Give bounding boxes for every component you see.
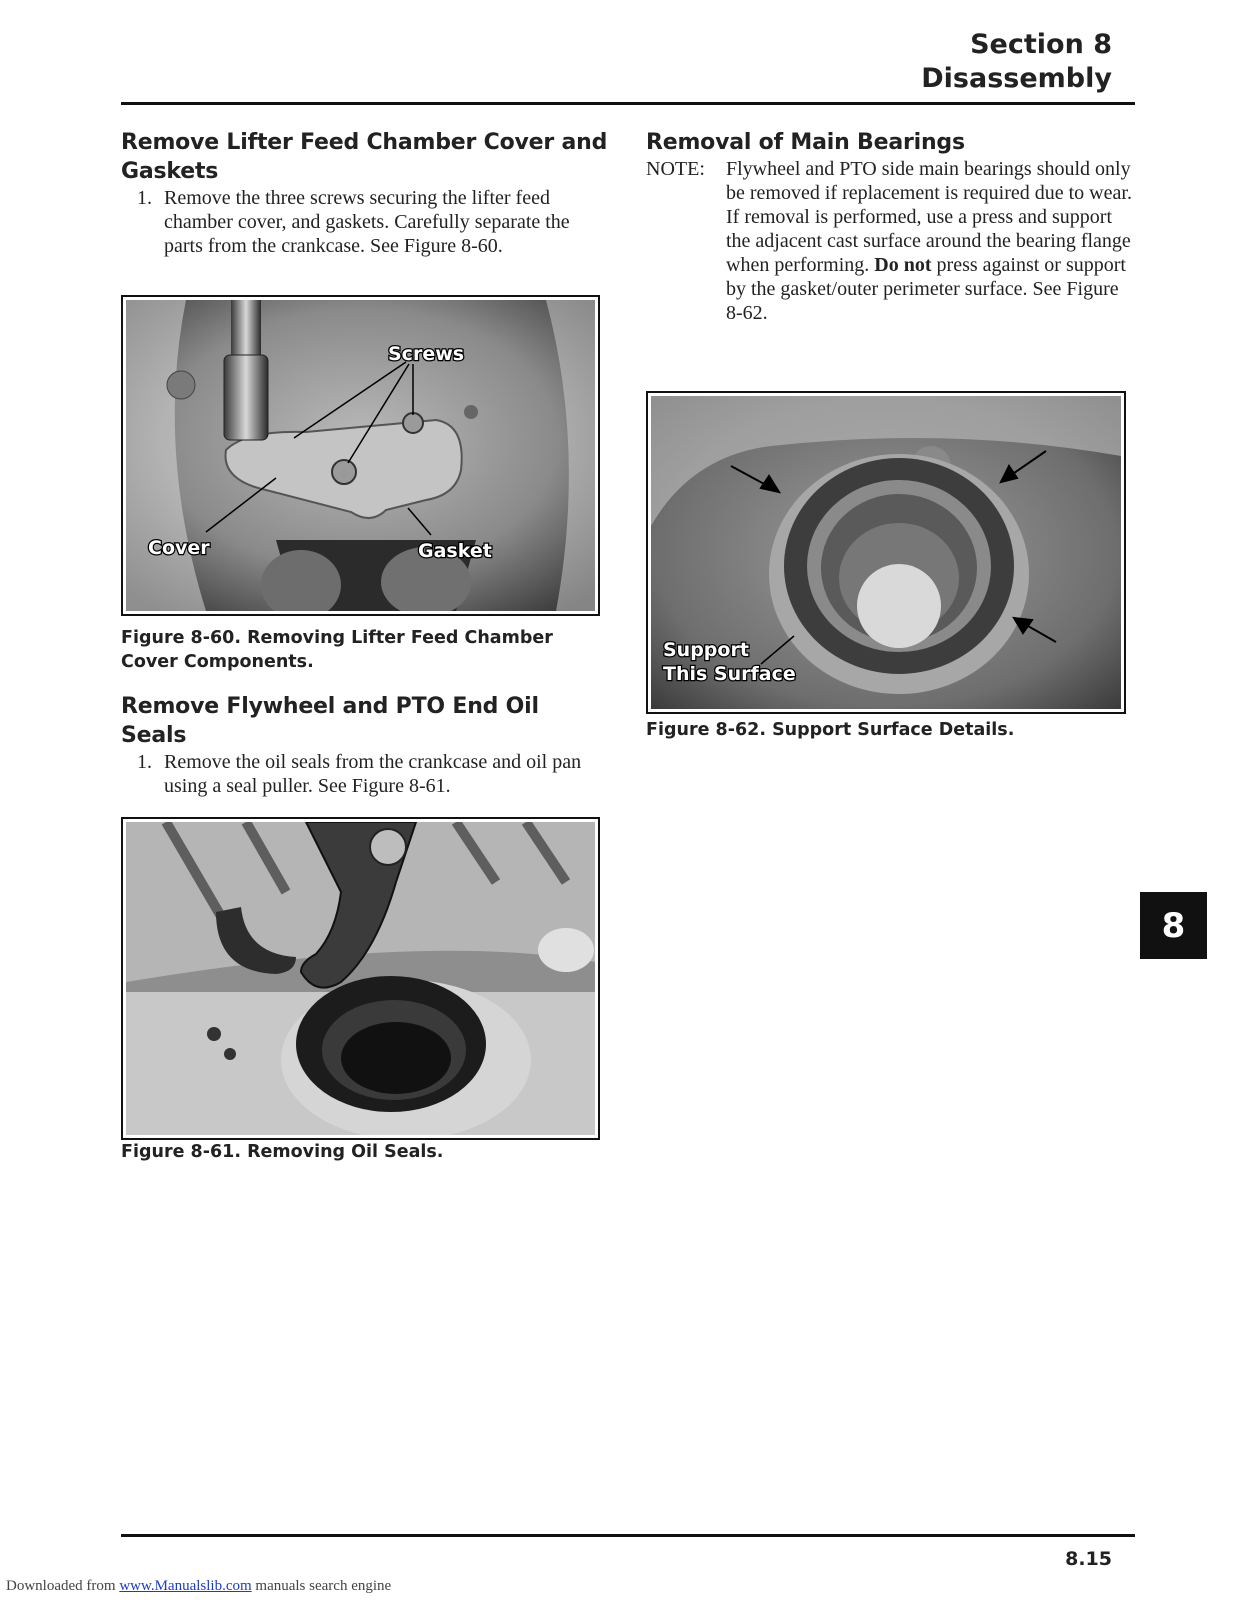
step-text: Remove the three screws securing the lifter feed chamber cover, and gaskets. Carefully separate the parts from the crankcase. See Figure 8-60.	[164, 187, 570, 257]
heading-lifter-feed: Remove Lifter Feed Chamber Cover and Gaskets	[121, 130, 608, 184]
note-text-part: Flywheel and PTO side main bearings should only be removed if replacement is required due to wear. If removal is performed, use a press and support the adjacent cast surface around the bearing flange when performing.	[726, 158, 1132, 276]
callout-gasket: Gasket	[418, 540, 492, 562]
section-lifter-feed	[121, 128, 611, 258]
footer-suffix: manuals search engine	[251, 1578, 392, 1594]
heading-oil-seals: Remove Flywheel and PTO End Oil Seals	[121, 694, 539, 748]
callout-screws: Screws	[388, 343, 465, 365]
figure-8-60	[121, 295, 600, 616]
download-footer	[6, 1578, 391, 1595]
caption-figure-8-62: Figure 8-62. Support Surface Details.	[646, 720, 1015, 740]
oil-seal-photo	[126, 822, 595, 1135]
caption-figure-8-60: Figure 8-60. Removing Lifter Feed Chamber Cover Components.	[121, 628, 553, 672]
footer-prefix: Downloaded from	[6, 1578, 120, 1594]
bearing-photo	[651, 396, 1121, 709]
step-number: 1.	[137, 751, 152, 773]
note-text-part: press against or support by the gasket/outer perimeter surface. See Figure 8-62.	[726, 254, 1126, 324]
heading-main-bearings: Removal of Main Bearings	[646, 130, 965, 155]
caption-figure-8-61: Figure 8-61. Removing Oil Seals.	[121, 1142, 444, 1162]
note-block	[646, 157, 1136, 325]
section-oil-seals	[121, 692, 611, 798]
note-text	[726, 157, 1136, 325]
step-number: 1.	[137, 187, 152, 209]
step-text: Remove the oil seals from the crankcase and oil pan using a seal puller. See Figure 8-61.	[164, 751, 582, 797]
header-rule	[121, 102, 1135, 105]
lifter-cover-photo	[126, 300, 595, 611]
section-title: Disassembly	[921, 63, 1112, 94]
note-label: NOTE:	[646, 158, 705, 180]
section-tab: 8	[1140, 892, 1207, 959]
step-item	[121, 750, 611, 798]
callout-support-line-1: Support	[663, 639, 749, 661]
page-number: 8.15	[1065, 1548, 1112, 1570]
section-main-bearings	[646, 128, 1136, 325]
figure-8-61	[121, 817, 600, 1140]
footer-rule	[121, 1534, 1135, 1537]
step-item	[121, 186, 611, 258]
manualslib-link[interactable]: www.Manualslib.com	[119, 1578, 252, 1594]
callout-cover: Cover	[148, 537, 210, 559]
section-number: Section 8	[970, 29, 1112, 60]
figure-8-62	[646, 391, 1126, 714]
section-header	[921, 28, 1112, 96]
note-emphasis: Do not	[874, 254, 932, 276]
callout-support-line-2: This Surface	[663, 663, 796, 685]
